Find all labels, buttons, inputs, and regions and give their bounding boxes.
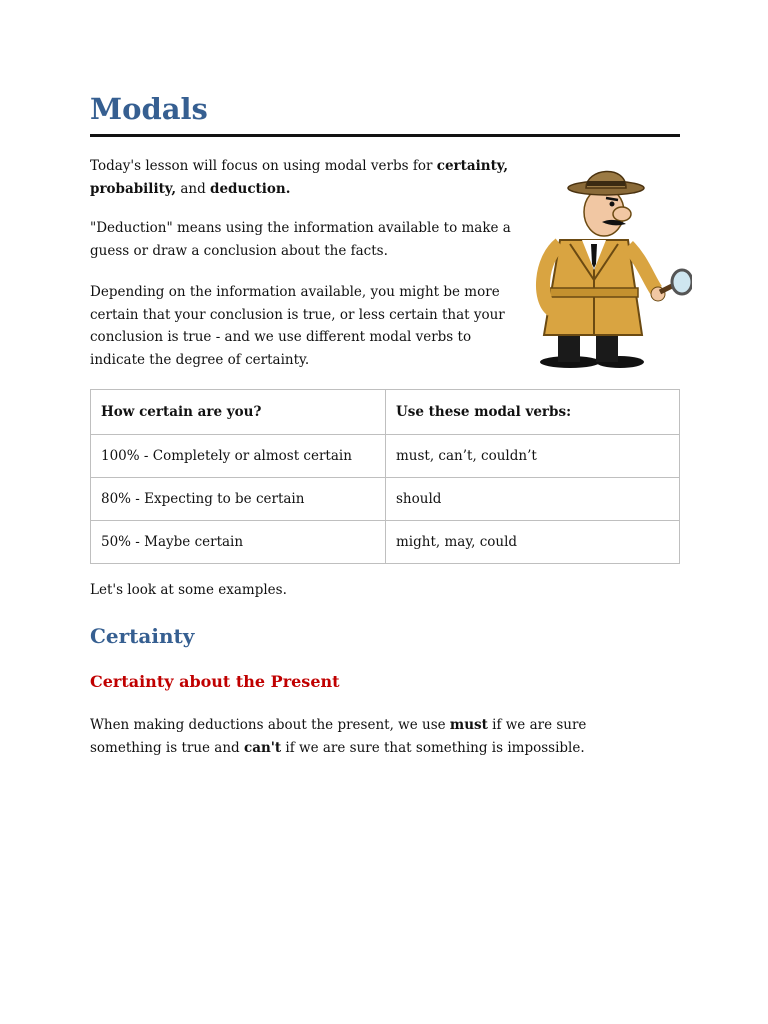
table-header-cell: How certain are you? (91, 390, 386, 435)
table-cell-modals: should (386, 478, 680, 521)
body-text-2: if we are sure something is true and (90, 717, 587, 756)
detective-with-magnifying-glass-icon (530, 160, 692, 370)
definition-paragraph: "Deduction" means using the information available to make a guess or draw a conclusion about the facts. (90, 220, 511, 259)
section-subheading: Certainty about the Present (90, 672, 340, 691)
table-cell-modals: must, can’t, couldn’t (386, 435, 680, 478)
intro-bold-probability: probability, (90, 180, 177, 197)
table-cell-certainty: 50% - Maybe certain (91, 521, 386, 564)
intro-bold-deduction: deduction. (210, 180, 291, 197)
present-certainty-paragraph (90, 714, 650, 759)
intro-text-1: Today's lesson will focus on using modal verbs for (90, 158, 437, 174)
table-cell-certainty: 100% - Completely or almost certain (91, 435, 386, 478)
table-row (91, 478, 680, 521)
table-cell-certainty: 80% - Expecting to be certain (91, 478, 386, 521)
intro-bold-certainty: certainty, (436, 158, 509, 174)
intro-text-2: and (176, 180, 211, 197)
table-row (91, 435, 680, 478)
title-divider (90, 134, 680, 137)
body-text-1: When making deductions about the present, we use (90, 717, 450, 733)
examples-intro: Let's look at some examples. (90, 582, 287, 598)
table-row (91, 521, 680, 564)
table-header-row (91, 390, 680, 435)
certainty-table (90, 389, 680, 564)
intro-paragraph (90, 155, 520, 200)
table-header-cell: Use these modal verbs: (386, 390, 680, 435)
body-bold-must: must (449, 717, 488, 733)
page-title: Modals (90, 92, 208, 126)
section-heading: Certainty (90, 624, 195, 648)
explanation-paragraph: Depending on the information available, you might be more certain that your conclusion is true, or less certain that your conclusion is true - and we use different modal verbs to indicate the degree of certainty. (90, 284, 505, 368)
body-text-3: if we are sure that something is impossible. (281, 739, 585, 756)
table-cell-modals: might, may, could (386, 521, 680, 564)
body-bold-cant: can't (243, 739, 282, 756)
